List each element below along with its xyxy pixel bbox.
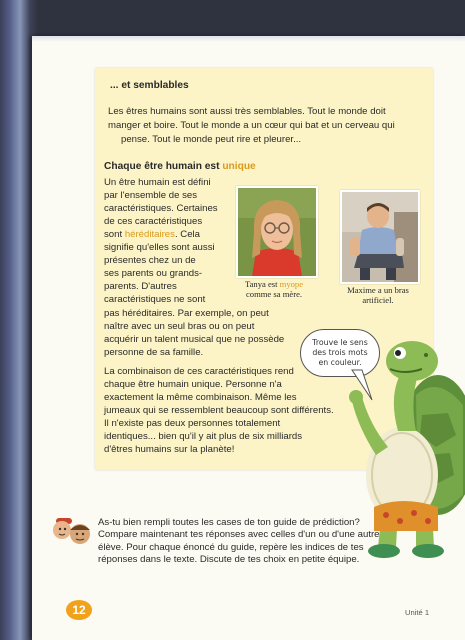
bubble-line: Trouve le sens — [312, 338, 368, 347]
heading-text: Chaque être humain est — [104, 161, 223, 172]
paragraph-line: La combinaison de ces caractéristiques rend — [104, 366, 294, 377]
caption-line: comme sa mère. — [245, 289, 303, 300]
paragraph-line: acquérir un talent musical que ne possède — [104, 334, 285, 345]
highlight-word-myope: myope — [279, 279, 304, 289]
paragraph-line — [104, 229, 200, 242]
paragraph-line: pas héréditaires. Par exemple, on peut — [104, 308, 269, 319]
caption-tanya — [226, 279, 322, 300]
question-line: élève. Pour chaque énoncé du guide, repère les indices de tes — [98, 541, 364, 553]
highlight-word-hereditaires: héréditaires — [124, 229, 175, 240]
paragraph-line: caractéristiques. Certaines — [104, 203, 218, 214]
text-fragment: sont — [104, 229, 125, 240]
paragraph-line: naître avec un seul bras ou on peut — [104, 321, 255, 332]
prediction-guide-question — [98, 517, 388, 567]
caption-maxime — [332, 285, 424, 306]
photo-tanya — [236, 186, 318, 278]
section-heading-similar: ... et semblables — [110, 80, 189, 91]
paragraph-line: Les êtres humains sont aussi très semblables. Tout le monde doit — [108, 106, 386, 117]
paragraph-line: caractéristiques ne sont — [104, 294, 206, 305]
paragraph-line: signifie qu'elles sont aussi — [104, 242, 215, 253]
paragraph-line: jumeaux qui se ressemblent beaucoup sont différents. — [104, 405, 334, 416]
paragraph-line: par l'ensemble de ses — [104, 190, 198, 201]
text-fragment: . Cela — [174, 229, 201, 240]
unit-label: Unité 1 — [405, 608, 430, 617]
paragraph-line: manger et boire. Tout le monde a un cœur qui bat et un cerveau qui — [108, 120, 395, 131]
paragraph-line: identiques... bien qu'il y ait plus de six milliards — [104, 431, 303, 442]
page-top-edge — [32, 36, 465, 42]
paragraph-line: pense. Tout le monde peut rire et pleurer... — [121, 134, 302, 145]
paragraph-line: Il n'existe pas deux personnes totalement — [104, 418, 281, 429]
section-heading-unique — [104, 161, 256, 174]
boy-sitting-illustration — [342, 192, 418, 282]
question-line: As-tu bien rempli toutes les cases de ton guide de prédiction? — [98, 517, 360, 528]
girl-with-glasses-illustration — [238, 188, 316, 276]
paragraph-line: exactement la même combinaison. Même les — [104, 392, 297, 403]
caption-line: artificiel. — [362, 295, 394, 306]
question-line: Compare maintenant tes réponses avec celles d'un ou d'une autre — [98, 529, 380, 541]
paragraph-line: de ces caractéristiques — [104, 216, 203, 227]
paragraph-line: Un être humain est défini — [104, 177, 211, 188]
paragraph-line: parents. D'autres — [104, 281, 177, 292]
question-line: réponses dans le texte. Discute de tes choix en petite équipe. — [98, 554, 360, 566]
page-number: 12 — [66, 600, 92, 620]
caption-text: Tanya est — [244, 279, 280, 289]
highlight-word-unique: unique — [222, 161, 256, 172]
paragraph-line: personne de sa famille. — [104, 347, 204, 358]
bubble-line: des trois mots — [312, 348, 368, 357]
paragraph-line: ses parents ou grands- — [104, 268, 203, 279]
caption-line: Maxime a un bras — [347, 285, 409, 295]
paragraph-line: d'êtres humains sur la planète! — [104, 444, 235, 455]
paragraph-line: présentes chez un de — [104, 255, 196, 266]
bubble-line: en couleur. — [318, 358, 362, 367]
paragraph-line: chaque être humain unique. Personne n'a — [104, 379, 282, 390]
group-of-kids-icon — [50, 514, 94, 548]
caption-line — [226, 279, 322, 289]
photo-maxime — [340, 190, 420, 284]
